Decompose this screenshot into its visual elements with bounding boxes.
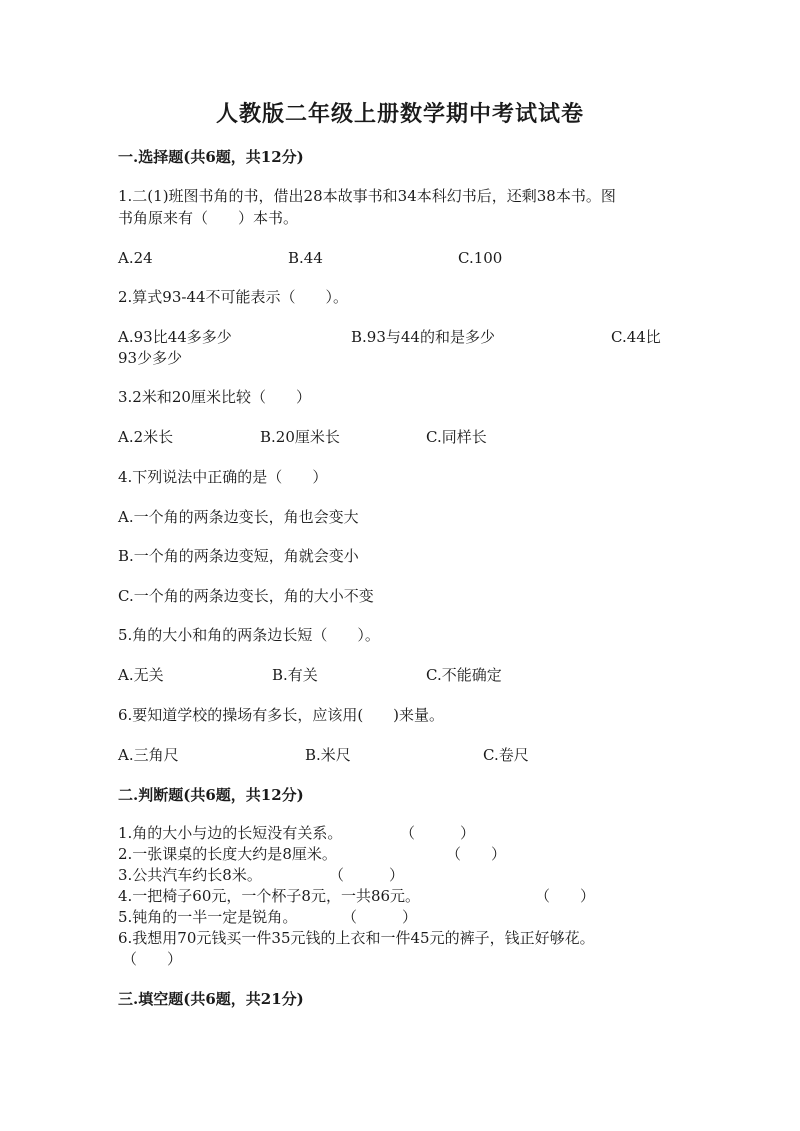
- question-2-option-a: A.93比44多多少: [118, 328, 232, 346]
- judgement-4-blank: （ ）: [535, 887, 596, 905]
- question-3-option-c: C.同样长: [426, 428, 487, 446]
- question-2-option-c-continuation: 93少多少: [118, 349, 183, 367]
- judgement-1-text: 1.角的大小与边的长短没有关系。: [118, 824, 343, 842]
- question-3-line1: 3.2米和20厘米比较（ ）: [118, 388, 311, 406]
- judgement-5-text: 5.钝角的一半一定是锐角。: [118, 908, 298, 926]
- question-3-option-b: B.20厘米长: [260, 428, 340, 446]
- judgement-4-text: 4.一把椅子60元，一个杯子8元，一共86元。: [118, 887, 421, 905]
- question-6-option-a: A.三角尺: [118, 746, 179, 764]
- question-1-line2: 书角原来有（ ）本书。: [118, 209, 299, 227]
- judgement-6-text: 6.我想用70元钱买一件35元钱的上衣和一件45元的裤子，钱正好够花。: [118, 929, 595, 947]
- question-4-option-c: C.一个角的两条边变长，角的大小不变: [118, 587, 374, 605]
- question-1-option-b: B.44: [288, 249, 323, 267]
- question-6-line1: 6.要知道学校的操场有多长，应该用( )来量。: [118, 706, 445, 724]
- question-3-option-a: A.2米长: [118, 428, 174, 446]
- question-1-option-c: C.100: [458, 249, 503, 267]
- judgement-2-text: 2.一张课桌的长度大约是8厘米。: [118, 845, 337, 863]
- section-heading-judgement: 二.判断题(共6题，共12分): [118, 786, 304, 804]
- question-6-option-b: B.米尺: [305, 746, 351, 764]
- judgement-5-blank: （ ）: [342, 908, 418, 926]
- judgement-3-text: 3.公共汽车约长8米。: [118, 866, 262, 884]
- question-4-option-b: B.一个角的两条边变短，角就会变小: [118, 547, 359, 565]
- question-5-option-a: A.无关: [118, 666, 164, 684]
- question-2-option-b: B.93与44的和是多少: [351, 328, 495, 346]
- section-heading-choice: 一.选择题(共6题，共12分): [118, 148, 304, 166]
- question-2-option-c: C.44比: [611, 328, 661, 346]
- question-5-option-c: C.不能确定: [426, 666, 502, 684]
- question-5-line1: 5.角的大小和角的两条边长短（ ）。: [118, 626, 380, 644]
- judgement-1-blank: （ ）: [400, 824, 476, 842]
- section-heading-fill-in: 三.填空题(共6题，共21分): [118, 990, 304, 1008]
- question-6-option-c: C.卷尺: [483, 746, 529, 764]
- question-1-line1: 1.二(1)班图书角的书，借出28本故事书和34本科幻书后，还剩38本书。图: [118, 187, 616, 205]
- question-4-option-a: A.一个角的两条边变长，角也会变大: [118, 508, 359, 526]
- question-2-line1: 2.算式93-44不可能表示（ ）。: [118, 288, 349, 306]
- question-4-line1: 4.下列说法中正确的是（ ）: [118, 468, 328, 486]
- question-1-option-a: A.24: [118, 249, 153, 267]
- page-title: 人教版二年级上册数学期中考试试卷: [215, 101, 584, 127]
- judgement-2-blank: （ ）: [446, 845, 507, 863]
- question-5-option-b: B.有关: [272, 666, 318, 684]
- judgement-6-blank: （ ）: [122, 950, 183, 968]
- judgement-3-blank: （ ）: [329, 866, 405, 884]
